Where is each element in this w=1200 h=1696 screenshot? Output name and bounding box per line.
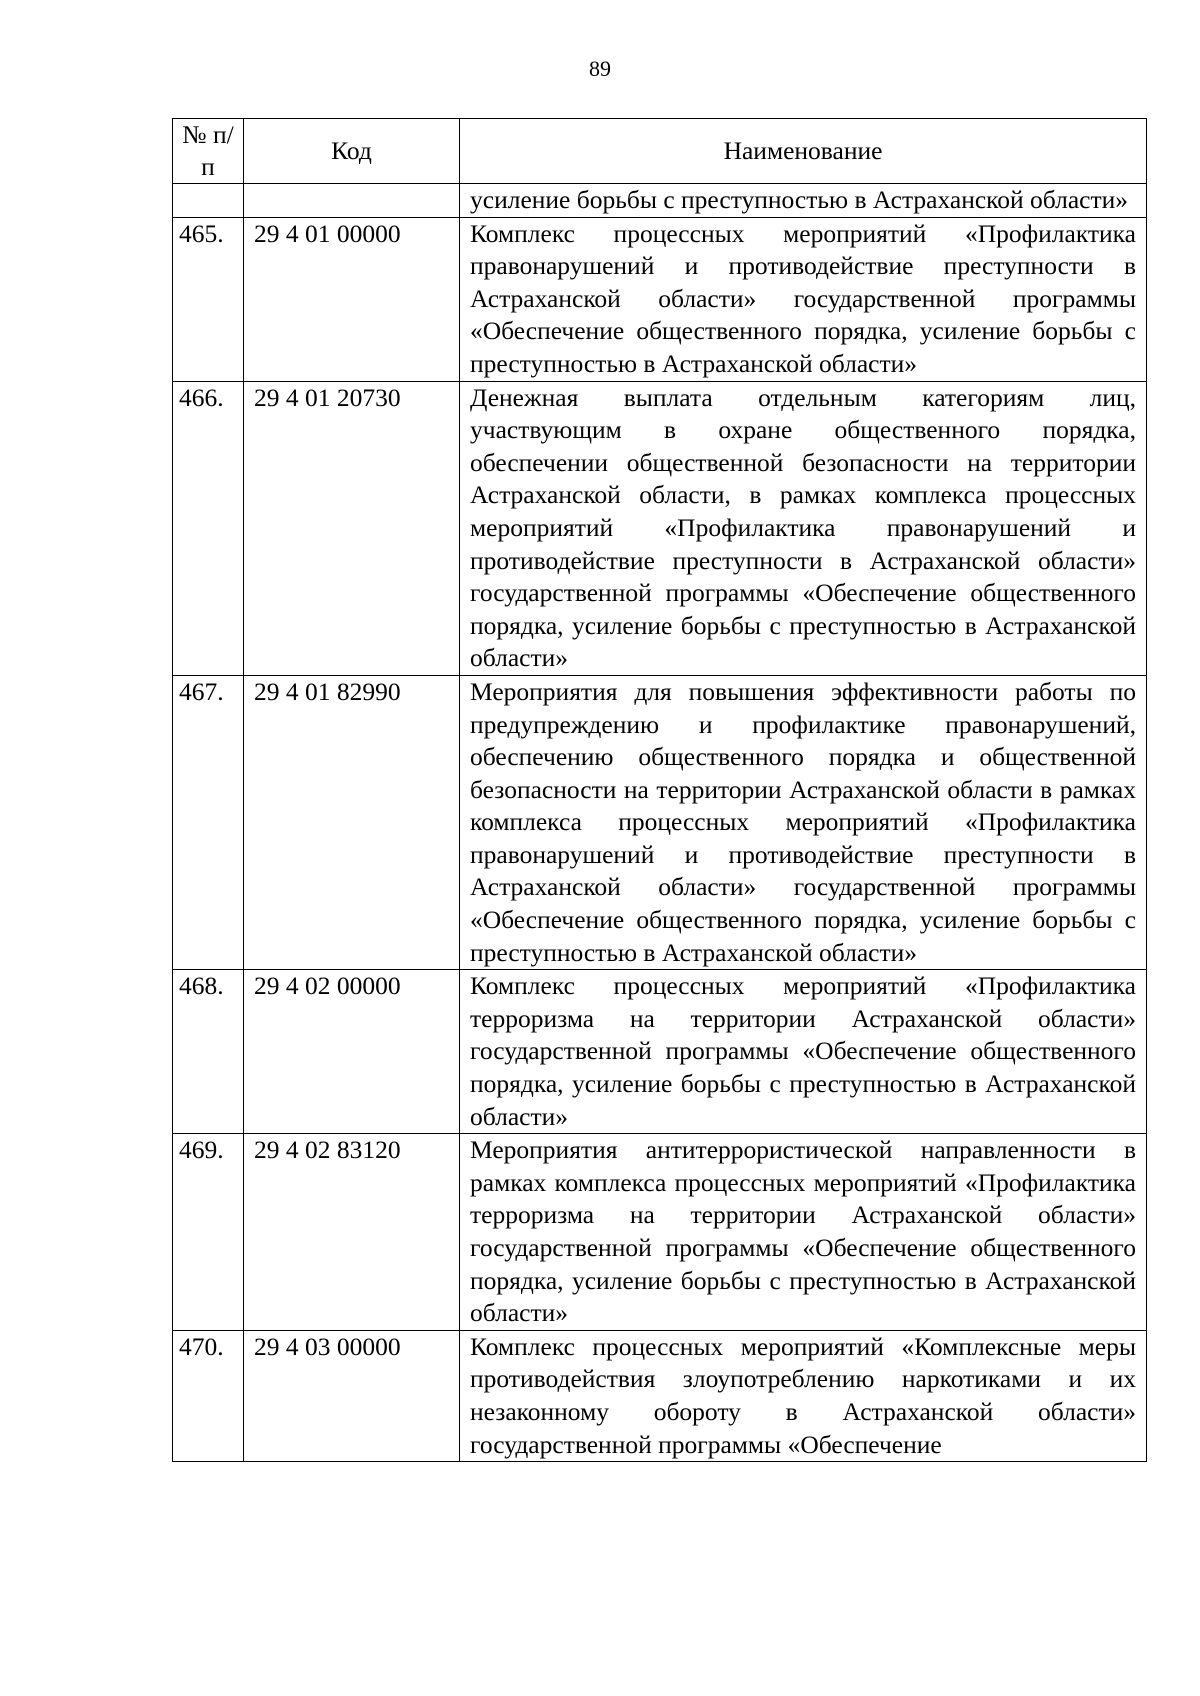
row-code: 29 4 01 00000 [244,217,460,381]
row-name: Комплекс процессных мероприятий «Профилактика терроризма на территории Астраханской области» государственной программы «Обеспечение общественного порядка, усиление борьбы с преступностью в Астраханской области» [460,970,1147,1134]
row-name: Комплекс процессных мероприятий «Комплексные меры противодействия злоупотреблению наркотиками и их незаконному обороту в Астраханской области» государственной программы «Обеспечение [460,1330,1147,1461]
header-row [173,119,1147,184]
row-number: 468. [173,970,244,1134]
table-body [173,184,1147,1462]
header-code: Код [244,119,460,184]
page-number: 89 [589,56,611,81]
row-name: Комплекс процессных мероприятий «Профилактика правонарушений и противодействие преступности в Астраханской области» государственной программы «Обеспечение общественного порядка, усиление борьбы с преступностью в Астраханской области» [460,217,1147,381]
row-number: 465. [173,217,244,381]
table-row [173,381,1147,675]
row-name: Денежная выплата отдельным категориям лиц, участвующим в охране общественного порядка, обеспечении общественной безопасности на территории Астраханской области, в рамках комплекса процессных мероприятий «Профилактика правонарушений и противодействие преступности в Астраханской области» государственной программы «Обеспечение общественного порядка, усиление борьбы с преступностью в Астраханской области» [460,381,1147,675]
row-code: 29 4 01 20730 [244,381,460,675]
row-code: 29 4 01 82990 [244,675,460,969]
row-number: 467. [173,675,244,969]
row-code [244,184,460,218]
table-row [173,217,1147,381]
row-name: усиление борьбы с преступностью в Астраханской области» [460,184,1147,218]
row-code: 29 4 03 00000 [244,1330,460,1461]
row-number: 469. [173,1134,244,1331]
table-row [173,1330,1147,1461]
table-row [173,970,1147,1134]
row-number [173,184,244,218]
header-num: № п/п [173,119,244,184]
row-code: 29 4 02 00000 [244,970,460,1134]
header-name: Наименование [460,119,1147,184]
row-name: Мероприятия антитеррористической направленности в рамках комплекса процессных мероприятий «Профилактика терроризма на территории Астраханской области» государственной программы «Обеспечение общественного порядка, усиление борьбы с преступностью в Астраханской области» [460,1134,1147,1331]
budget-codes-table [172,118,1147,1462]
table-row [173,1134,1147,1331]
row-code: 29 4 02 83120 [244,1134,460,1331]
row-name: Мероприятия для повышения эффективности работы по предупреждению и профилактике правонарушений, обеспечению общественного порядка и общественной безопасности на территории Астраханской области в рамках комплекса процессных мероприятий «Профилактика правонарушений и противодействие преступности в Астраханской области» государственной программы «Обеспечение общественного порядка, усиление борьбы с преступностью в Астраханской области» [460,675,1147,969]
table-header [173,119,1147,184]
table-row [173,675,1147,969]
row-number: 470. [173,1330,244,1461]
table-row [173,184,1147,218]
row-number: 466. [173,381,244,675]
